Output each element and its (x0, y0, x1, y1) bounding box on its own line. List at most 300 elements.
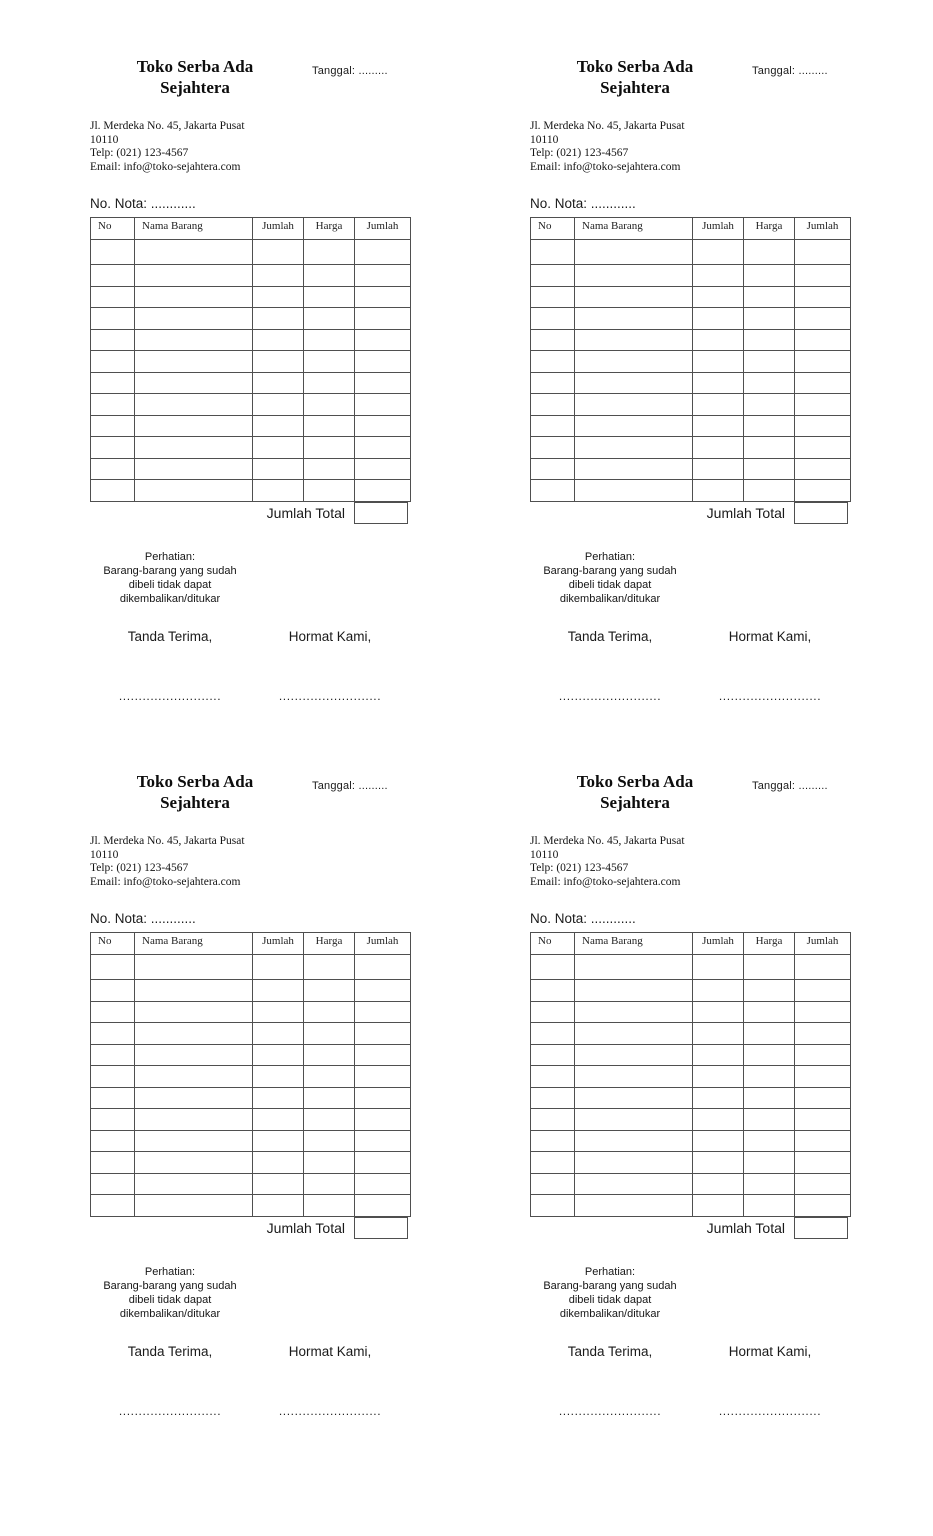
store-name-line1: Toko Serba Ada (136, 57, 254, 76)
store-name-line2: Sejahtera (600, 78, 670, 97)
table-cell (744, 1087, 795, 1109)
notice-line-4: dikembalikan/ditukar (559, 592, 661, 605)
table-cell (693, 1173, 744, 1195)
table-cell (355, 1195, 411, 1217)
table-cell (304, 1195, 355, 1217)
table-cell (795, 372, 851, 394)
table-cell (693, 240, 744, 265)
table-row (531, 372, 851, 394)
table-cell (795, 1066, 851, 1088)
table-cell (253, 372, 304, 394)
notice-line-1: Perhatian: (144, 550, 196, 563)
table-cell (91, 1087, 135, 1109)
column-header-nama: Nama Barang (575, 218, 693, 240)
table-row (531, 1087, 851, 1109)
email-line: Email: info@toko-sejahtera.com (90, 160, 241, 173)
table-cell (253, 1044, 304, 1066)
table-cell (91, 329, 135, 351)
table-row (531, 286, 851, 308)
table-cell (253, 1109, 304, 1131)
table-cell (744, 1066, 795, 1088)
table-cell (795, 955, 851, 980)
signature-lines-row (90, 1404, 410, 1418)
signature-line-left: .......................... (558, 1403, 662, 1418)
table-cell (531, 1023, 575, 1045)
table-cell (253, 980, 304, 1002)
sign-right-label: Hormat Kami, (288, 1343, 372, 1359)
table-cell (253, 1066, 304, 1088)
table-cell (135, 265, 253, 287)
table-cell (135, 394, 253, 416)
signature-lines-row (530, 689, 850, 703)
table-row (531, 1173, 851, 1195)
table-cell (135, 1130, 253, 1152)
table-cell (135, 415, 253, 437)
table-cell (531, 308, 575, 330)
total-value-box (794, 502, 848, 524)
table-cell (135, 240, 253, 265)
table-row (531, 1152, 851, 1174)
table-cell (253, 955, 304, 980)
column-header-no: No (91, 218, 135, 240)
table-cell (253, 308, 304, 330)
signature-labels-row (90, 1343, 410, 1360)
column-header-jumlah2: Jumlah (355, 933, 411, 955)
table-cell (253, 415, 304, 437)
table-cell (91, 980, 135, 1002)
table-cell (531, 1066, 575, 1088)
phone-line: Telp: (021) 123-4567 (530, 147, 629, 159)
address-line-2: 10110 (90, 133, 119, 146)
table-cell (693, 394, 744, 416)
table-cell (304, 458, 355, 480)
nota-number-label: No. Nota: ............ (90, 911, 196, 926)
table-cell (575, 480, 693, 502)
table-cell (575, 394, 693, 416)
items-table-header-row (531, 933, 851, 955)
table-cell (304, 372, 355, 394)
column-header-nama: Nama Barang (575, 933, 693, 955)
table-row (91, 265, 411, 287)
address-line-2: 10110 (530, 848, 559, 861)
table-cell (795, 240, 851, 265)
table-cell (575, 1087, 693, 1109)
sign-right-label: Hormat Kami, (728, 628, 812, 644)
table-cell (253, 1173, 304, 1195)
address-line-2: 10110 (530, 133, 559, 146)
table-cell (355, 415, 411, 437)
table-cell (531, 415, 575, 437)
table-cell (744, 1044, 795, 1066)
table-cell (91, 286, 135, 308)
table-row (91, 1001, 411, 1023)
table-row (91, 1066, 411, 1088)
table-cell (531, 1130, 575, 1152)
table-cell (575, 437, 693, 459)
table-cell (355, 458, 411, 480)
notice-block (90, 1265, 250, 1321)
table-cell (744, 1173, 795, 1195)
table-cell (304, 1023, 355, 1045)
table-cell (575, 415, 693, 437)
table-cell (135, 1087, 253, 1109)
table-cell (693, 308, 744, 330)
table-cell (795, 1195, 851, 1217)
table-row (531, 265, 851, 287)
table-row (531, 351, 851, 373)
table-cell (795, 1044, 851, 1066)
table-cell (355, 329, 411, 351)
table-row (531, 394, 851, 416)
table-cell (91, 1001, 135, 1023)
table-cell (91, 1109, 135, 1131)
table-cell (744, 394, 795, 416)
table-row (91, 437, 411, 459)
column-header-harga: Harga (304, 218, 355, 240)
table-cell (575, 372, 693, 394)
table-cell (795, 1173, 851, 1195)
table-cell (531, 480, 575, 502)
column-header-nama: Nama Barang (135, 218, 253, 240)
total-label: Jumlah Total (706, 504, 785, 521)
column-header-harga: Harga (744, 218, 795, 240)
table-cell (135, 1044, 253, 1066)
table-cell (91, 1066, 135, 1088)
table-cell (795, 480, 851, 502)
table-cell (304, 980, 355, 1002)
table-cell (91, 265, 135, 287)
notice-line-2: Barang-barang yang sudah (543, 564, 677, 577)
table-cell (575, 1130, 693, 1152)
table-row (91, 372, 411, 394)
table-cell (693, 415, 744, 437)
table-cell (304, 329, 355, 351)
table-cell (355, 372, 411, 394)
notice-line-3: dibeli tidak dapat (128, 1293, 212, 1306)
table-cell (531, 1044, 575, 1066)
table-row (91, 351, 411, 373)
table-cell (304, 286, 355, 308)
notice-line-2: Barang-barang yang sudah (103, 1279, 237, 1292)
table-cell (531, 1173, 575, 1195)
items-table (530, 217, 851, 502)
table-row (91, 329, 411, 351)
table-cell (355, 265, 411, 287)
total-row (530, 502, 850, 524)
table-cell (744, 437, 795, 459)
table-cell (744, 1023, 795, 1045)
signature-line-left: .......................... (118, 688, 222, 703)
table-cell (795, 980, 851, 1002)
table-cell (355, 1087, 411, 1109)
table-cell (304, 1001, 355, 1023)
table-cell (795, 1023, 851, 1045)
signature-lines-row (530, 1404, 850, 1418)
items-table (90, 217, 411, 502)
table-cell (693, 980, 744, 1002)
table-cell (693, 955, 744, 980)
total-value-box (794, 1217, 848, 1239)
notice-line-1: Perhatian: (144, 1265, 196, 1278)
table-cell (91, 437, 135, 459)
table-row (91, 1109, 411, 1131)
table-cell (91, 955, 135, 980)
notice-line-4: dikembalikan/ditukar (119, 1307, 221, 1320)
table-cell (253, 394, 304, 416)
table-cell (744, 240, 795, 265)
table-cell (531, 394, 575, 416)
receipt-copy-2 (530, 50, 850, 703)
table-row (91, 286, 411, 308)
table-cell (693, 1109, 744, 1131)
table-row (91, 308, 411, 330)
notice-line-3: dibeli tidak dapat (128, 578, 212, 591)
table-cell (355, 1130, 411, 1152)
table-cell (575, 308, 693, 330)
table-cell (531, 1152, 575, 1174)
table-cell (795, 415, 851, 437)
table-cell (304, 415, 355, 437)
table-row (531, 415, 851, 437)
table-cell (355, 308, 411, 330)
table-cell (135, 480, 253, 502)
table-cell (744, 980, 795, 1002)
table-cell (304, 351, 355, 373)
table-cell (744, 372, 795, 394)
signature-line-right: .......................... (278, 688, 382, 703)
table-row (91, 1195, 411, 1217)
table-cell (355, 240, 411, 265)
table-cell (304, 240, 355, 265)
table-cell (693, 1001, 744, 1023)
table-cell (253, 437, 304, 459)
items-table-header-row (531, 218, 851, 240)
signature-labels-row (530, 628, 850, 645)
table-cell (91, 1152, 135, 1174)
table-cell (91, 480, 135, 502)
column-header-no: No (531, 218, 575, 240)
table-cell (744, 1130, 795, 1152)
table-cell (693, 265, 744, 287)
table-row (91, 240, 411, 265)
store-name (90, 771, 300, 813)
table-cell (795, 1087, 851, 1109)
store-name-line1: Toko Serba Ada (576, 57, 694, 76)
table-cell (744, 415, 795, 437)
table-cell (355, 286, 411, 308)
signature-labels-row (90, 628, 410, 645)
store-address-block (530, 120, 850, 174)
total-value-box (354, 502, 408, 524)
table-cell (531, 1109, 575, 1131)
table-cell (693, 1087, 744, 1109)
table-row (531, 458, 851, 480)
table-cell (795, 1152, 851, 1174)
date-label: Tanggal: ......... (312, 65, 388, 77)
signature-line-left: .......................... (558, 688, 662, 703)
table-cell (693, 437, 744, 459)
items-table-body (91, 955, 411, 1217)
table-cell (693, 372, 744, 394)
table-cell (744, 458, 795, 480)
table-cell (531, 240, 575, 265)
column-header-nama: Nama Barang (135, 933, 253, 955)
receipt-header (90, 771, 410, 819)
table-row (531, 1001, 851, 1023)
table-cell (744, 1152, 795, 1174)
date-label: Tanggal: ......... (312, 780, 388, 792)
total-row (90, 502, 410, 524)
table-cell (253, 1130, 304, 1152)
table-cell (91, 394, 135, 416)
table-row (531, 480, 851, 502)
table-cell (304, 437, 355, 459)
notice-block (90, 550, 250, 606)
email-line: Email: info@toko-sejahtera.com (90, 875, 241, 888)
column-header-no: No (91, 933, 135, 955)
table-cell (795, 1130, 851, 1152)
column-header-harga: Harga (304, 933, 355, 955)
total-label: Jumlah Total (706, 1219, 785, 1236)
table-cell (91, 372, 135, 394)
table-cell (304, 1044, 355, 1066)
table-cell (355, 1044, 411, 1066)
table-cell (91, 1195, 135, 1217)
receipt-header (530, 56, 850, 104)
table-cell (531, 1195, 575, 1217)
column-header-no: No (531, 933, 575, 955)
table-cell (575, 1173, 693, 1195)
table-cell (531, 351, 575, 373)
column-header-jumlah2: Jumlah (355, 218, 411, 240)
store-name-line2: Sejahtera (160, 793, 230, 812)
receipt-copy-4 (530, 765, 850, 1418)
table-cell (91, 351, 135, 373)
notice-line-2: Barang-barang yang sudah (103, 564, 237, 577)
table-cell (91, 1023, 135, 1045)
table-cell (135, 1023, 253, 1045)
table-cell (253, 286, 304, 308)
table-row (531, 1044, 851, 1066)
notice-line-1: Perhatian: (584, 550, 636, 563)
total-row (530, 1217, 850, 1239)
table-cell (575, 329, 693, 351)
table-cell (575, 265, 693, 287)
table-cell (693, 1130, 744, 1152)
table-cell (355, 980, 411, 1002)
receipt-header (530, 771, 850, 819)
items-table-body (531, 240, 851, 502)
store-name (530, 771, 740, 813)
table-cell (744, 265, 795, 287)
table-cell (795, 458, 851, 480)
notice-block (530, 550, 690, 606)
table-cell (575, 1195, 693, 1217)
table-cell (304, 1173, 355, 1195)
table-cell (795, 351, 851, 373)
receipt-copy-3 (90, 765, 410, 1418)
receipt-header (90, 56, 410, 104)
nota-number-label: No. Nota: ............ (90, 196, 196, 211)
table-cell (253, 1087, 304, 1109)
sign-left-label: Tanda Terima, (567, 628, 653, 644)
table-cell (795, 308, 851, 330)
store-name-line2: Sejahtera (600, 793, 670, 812)
sign-right-label: Hormat Kami, (288, 628, 372, 644)
table-cell (744, 480, 795, 502)
table-cell (253, 480, 304, 502)
phone-line: Telp: (021) 123-4567 (530, 862, 629, 874)
table-cell (355, 1109, 411, 1131)
table-cell (531, 955, 575, 980)
table-cell (304, 1066, 355, 1088)
table-cell (795, 286, 851, 308)
table-cell (355, 351, 411, 373)
table-row (91, 1044, 411, 1066)
signature-line-right: .......................... (278, 1403, 382, 1418)
table-cell (304, 1087, 355, 1109)
table-cell (135, 1195, 253, 1217)
table-cell (135, 372, 253, 394)
table-cell (575, 1066, 693, 1088)
address-line-2: 10110 (90, 848, 119, 861)
table-cell (795, 1001, 851, 1023)
table-cell (795, 394, 851, 416)
table-row (531, 308, 851, 330)
column-header-jumlah: Jumlah (693, 218, 744, 240)
table-cell (253, 329, 304, 351)
table-cell (693, 351, 744, 373)
address-line-1: Jl. Merdeka No. 45, Jakarta Pusat (530, 835, 685, 847)
table-cell (795, 329, 851, 351)
receipt-copy-1 (90, 50, 410, 703)
table-cell (693, 1066, 744, 1088)
table-row (531, 1023, 851, 1045)
column-header-jumlah2: Jumlah (795, 933, 851, 955)
table-cell (531, 329, 575, 351)
table-cell (355, 394, 411, 416)
column-header-jumlah: Jumlah (253, 933, 304, 955)
table-cell (531, 980, 575, 1002)
table-cell (135, 437, 253, 459)
table-row (531, 329, 851, 351)
date-label: Tanggal: ......... (752, 65, 828, 77)
address-line-1: Jl. Merdeka No. 45, Jakarta Pusat (90, 120, 245, 132)
table-cell (744, 955, 795, 980)
table-cell (575, 458, 693, 480)
table-cell (744, 1001, 795, 1023)
store-name-line1: Toko Serba Ada (576, 772, 694, 791)
table-row (531, 1130, 851, 1152)
table-cell (253, 240, 304, 265)
table-cell (693, 286, 744, 308)
table-cell (135, 1173, 253, 1195)
table-cell (744, 1195, 795, 1217)
nota-number-label: No. Nota: ............ (530, 911, 636, 926)
table-row (91, 980, 411, 1002)
table-row (531, 980, 851, 1002)
table-cell (693, 329, 744, 351)
table-row (91, 1152, 411, 1174)
table-cell (693, 1195, 744, 1217)
table-cell (355, 1001, 411, 1023)
signature-line-right: .......................... (718, 1403, 822, 1418)
table-row (531, 1066, 851, 1088)
table-cell (693, 1152, 744, 1174)
store-address-block (90, 120, 410, 174)
table-cell (355, 955, 411, 980)
table-cell (575, 1109, 693, 1131)
